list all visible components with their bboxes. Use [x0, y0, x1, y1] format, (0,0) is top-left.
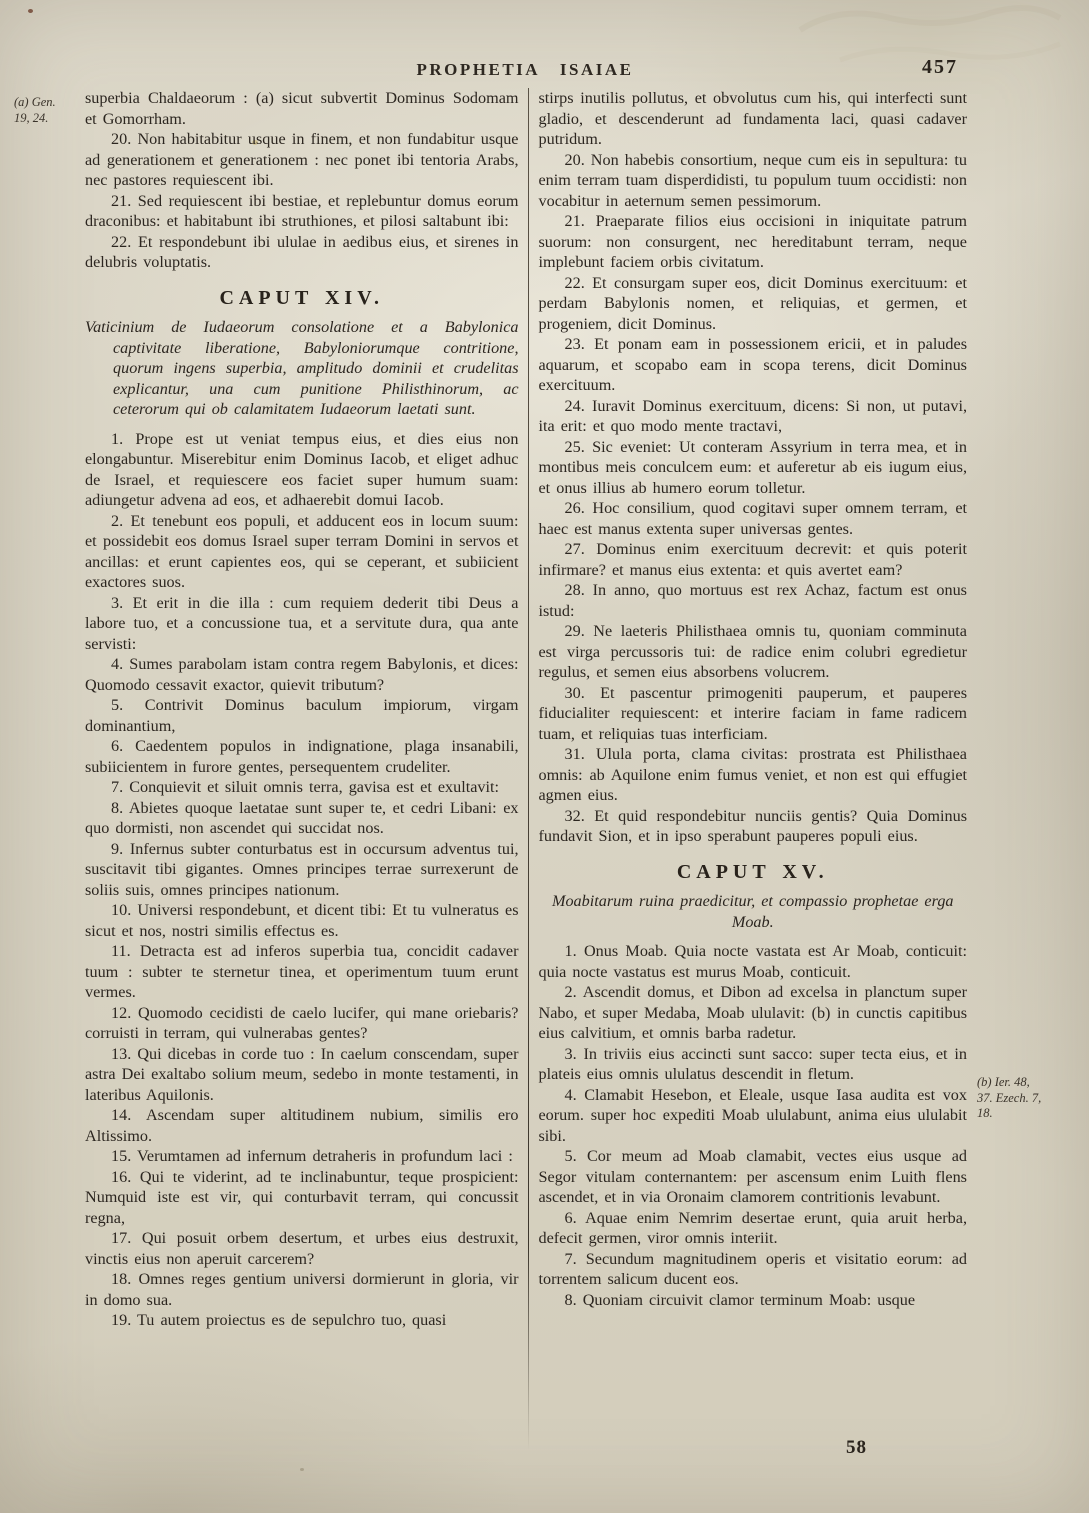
- verse-paragraph: 7. Conquievit et siluit omnis terra, gavisa est et exultavit:: [111, 778, 499, 796]
- verse-paragraph: 21. Praeparate filios eius occisioni in iniquitate patrum suorum: non consurgent, nec hereditabunt terram, neque implebunt faciem orbis civitatum.: [538, 212, 967, 271]
- verse-continuation-paragraph: superbia Chaldaeorum : (a) sicut subvertit Dominus Sodomam et Gomorrham.: [85, 89, 519, 128]
- chapter-heading: CAPUT XIV.: [219, 286, 385, 309]
- chapter-argument: Moabitarum ruina praedicitur, et compassio prophetae erga Moab.: [551, 892, 954, 931]
- signature-mark: 58: [846, 1437, 867, 1458]
- verse-paragraph: 27. Dominus enim exercituum decrevit: et quis poterit infirmare? et manus eius extenta: et quis avertet eam?: [538, 540, 967, 579]
- verse-paragraph: 8. Quoniam circuivit clamor terminum Moab: usque: [564, 1290, 916, 1309]
- verse-paragraph: 24. Iuravit Dominus exercituum, dicens: Si non, ut putavi, ita erit: et quo modo mente tractavi,: [538, 396, 967, 435]
- margin-note-line: 19, 24.: [14, 110, 49, 125]
- verse-paragraph: 19. Tu autem proiectus es de sepulchro tuo, quasi: [111, 1311, 447, 1329]
- verse-paragraph: 31. Ulula porta, clama civitas: prostrata est Philisthaea omnis: ab Aquilone enim fumus veniet, et non est qui effugiet agmen eius.: [538, 745, 967, 804]
- verse-paragraph: 9. Infernus subter conturbatus est in occursum adventus tui, suscitavit tibi gigantes. Omnes principes terrae surrexerunt de soliis suis, omnes principes nationum.: [85, 839, 519, 899]
- margin-note-line: (a) Gen.: [14, 95, 56, 109]
- page-number: 457: [922, 56, 958, 78]
- verse-paragraph: 26. Hoc consilium, quod cogitavi super omnem terram, et haec est manus extenta super universas gentes.: [538, 499, 967, 538]
- verse-paragraph: 4. Sumes parabolam istam contra regem Babylonis, et dices: Quomodo cessavit exactor, quievit tributum?: [85, 655, 519, 694]
- verse-paragraph: 20. Non habitabitur usque in finem, et non fundabitur usque ad generationem et generationem : nec ponet ibi tentoria Arabs, nec pastores requiescent ibi.: [85, 130, 519, 189]
- verse-paragraph: 7. Secundum magnitudinem operis et visitatio eorum: ad torrentem salicum ducent eos.: [538, 1249, 967, 1288]
- text-block: [85, 88, 967, 1463]
- verse-paragraph: 8. Abietes quoque laetatae sunt super te, et cedri Libani: ex quo dormisti, non ascendet qui succidat nos.: [85, 798, 519, 837]
- running-title: PROPHETIA ISAIAE: [416, 60, 634, 79]
- margin-note-line: (b) Ier. 48,: [977, 1075, 1030, 1089]
- verse-paragraph: 20. Non habebis consortium, neque cum eis in sepultura: tu enim terram tuam disperdidisti, tu populum tuum occidisti: non vocabitur in aeternum semen pessimorum.: [538, 150, 967, 210]
- verse-paragraph: 17. Qui posuit orbem desertum, et urbes eius destruxit, vinctis eius non aperuit carcerem?: [85, 1229, 519, 1268]
- verse-paragraph: 25. Sic eveniet: Ut conteram Assyrium in terra mea, et in montibus meis conculcem eum: et auferetur ab eis iugum eius, et onus illius ab humero eorum tolletur.: [538, 437, 967, 497]
- right-column: [529, 88, 968, 1463]
- verse-paragraph: 10. Universi respondebunt, et dicent tibi: Et tu vulneratus es sicut et nos, nostri similis effectus es.: [85, 901, 519, 940]
- margin-note-line: 18.: [977, 1106, 993, 1120]
- verse-paragraph: 30. Et pascentur primogeniti pauperum, et pauperes fiducialiter requiescent: et interire faciam in fame radicem tuam, et reliquias tuas interficiam.: [538, 683, 967, 743]
- verse-paragraph: 3. In triviis eius accincti sunt sacco: super tecta eius, et in plateis eius omnis ululatus descendit in fletum.: [538, 1044, 967, 1083]
- verse-paragraph: 32. Et quid respondebitur nunciis gentis? Quia Dominus fundavit Sion, et in ipso sperabunt pauperes populi eius.: [538, 806, 967, 845]
- verse-paragraph: 18. Omnes reges gentium universi dormierunt in gloria, vir in domo sua.: [85, 1270, 519, 1309]
- verse-paragraph: 21. Sed requiescent ibi bestiae, et replebuntur domus eorum draconibus: et habitabunt ibi struthiones, et pilosi saltabunt ibi:: [85, 191, 519, 230]
- verse-paragraph: 11. Detracta est ad inferos superbia tua, concidit cadaver tuum : subter te sternetur tinea, et operimentum tuum erunt vermes.: [85, 942, 519, 1001]
- verse-paragraph: 5. Contrivit Dominus baculum impiorum, virgam dominantium,: [85, 696, 519, 735]
- verse-continuation-paragraph: stirps inutilis pollutus, et obvolutus cum his, qui interfecti sunt gladio, et descenderunt ad fundamenta laci, quasi cadaver putridum.: [538, 89, 967, 148]
- verse-paragraph: 12. Quomodo cecidisti de caelo lucifer, qui mane oriebaris? corruisti in terram, qui vulnerabas gentes?: [85, 1003, 519, 1042]
- verse-paragraph: 4. Clamabit Hesebon, et Eleale, usque Iasa audita est vox eorum. super hoc expediti Moab ululabunt, anima eius ululabit sibi.: [538, 1085, 967, 1145]
- verse-paragraph: 1. Prope est ut veniat tempus eius, et dies eius non elongabuntur. Miserebitur enim Dominus Iacob, et eliget adhuc de Israel, et requiescere eos faciet super humum suam: adiungetur advena ad eos, et adhaerebit domui Iacob.: [85, 429, 519, 509]
- verse-paragraph: 13. Qui dicebas in corde tuo : In caelum conscendam, super astra Dei exaltabo solium meum, sedebo in monte testamenti, in lateribus Aquilonis.: [85, 1044, 519, 1104]
- verse-paragraph: 5. Cor meum ad Moab clamabit, vectes eius usque ad Segor vitulam conternantem: per ascensum enim Luith flens ascendet, et in via Oronaim clamorem contritionis levabunt.: [538, 1147, 967, 1206]
- verse-paragraph: 23. Et ponam eam in possessionem ericii, et in paludes aquarum, et scopabo eam in scopa terens, dicit Dominus exercituum.: [538, 335, 967, 394]
- scan-speck: [300, 1468, 304, 1471]
- verse-paragraph: 22. Et respondebunt ibi ululae in aedibus eius, et sirenes in delubris voluptatis.: [85, 232, 519, 271]
- scan-speck: [28, 9, 33, 13]
- verse-paragraph: 14. Ascendam super altitudinem nubium, similis ero Altissimo.: [85, 1106, 519, 1145]
- margin-note-line: 37. Ezech. 7,: [977, 1090, 1042, 1105]
- verse-paragraph: 22. Et consurgam super eos, dicit Dominus exercituum: et perdam Babylonis nomen, et reliquias, et germen, et progeniem, dicit Dominus.: [538, 273, 967, 333]
- verse-paragraph: 6. Aquae enim Nemrim desertae erunt, quia aruit herba, defecit germen, viror omnis interiit.: [538, 1208, 967, 1247]
- chapter-argument: Vaticinium de Iudaeorum consolatione et a Babylonica captivitate liberatione, Babyloniorumque contritione, quorum ingens superbia, amplitudo dominii et crudelitas explicantur, una cum punitione Philisthinorum, ac ceterorum qui ob calamitatem Iudaeorum laetati sunt.: [85, 318, 519, 418]
- verse-paragraph: 2. Et tenebunt eos populi, et adducent eos in locum suum: et possidebit eos domus Israel super terram Domini in servos et ancillas: et erunt capientes eos, qui se ceperant, et subiicient exactores suos.: [85, 511, 519, 591]
- verse-paragraph: 16. Qui te viderint, ad te inclinabuntur, teque prospicient: Numquid iste est vir, qui conturbavit terram, qui concussit regna,: [85, 1167, 519, 1227]
- verse-paragraph: 15. Verumtamen ad infernum detraheris in profundum laci :: [111, 1147, 513, 1165]
- verse-paragraph: 2. Ascendit domus, et Dibon ad excelsa in planctum super Nabo, et super Medaba, Moab ululavit: (b) in cunctis capitibus eius calvitium, et omnis barba radetur.: [538, 983, 967, 1042]
- margin-note-right: [977, 1075, 1087, 1122]
- left-column: [85, 88, 528, 1463]
- margin-note-left: [14, 95, 82, 126]
- verse-paragraph: 29. Ne laeteris Philisthaea omnis tu, quoniam comminuta est virga percussoris tui: de radice enim colubri egredietur regulus, et semen eius absorbens volucrem.: [538, 622, 967, 681]
- verse-paragraph: 28. In anno, quo mortuus est rex Achaz, factum est onus istud:: [538, 581, 967, 620]
- verse-paragraph: 6. Caedentem populos in indignatione, plaga insanabili, subiicientem in furore gentes, persequentem crudeliter.: [85, 737, 519, 776]
- chapter-heading: CAPUT XV.: [676, 860, 829, 883]
- verse-paragraph: 3. Et erit in die illa : cum requiem dederit tibi Deus a labore tuo, et a concussione tua, et a servitute dura, qua ante servisti:: [85, 593, 519, 653]
- verse-paragraph: 1. Onus Moab. Quia nocte vastata est Ar Moab, conticuit: quia nocte vastatus est murus Moab, conticuit.: [538, 942, 967, 981]
